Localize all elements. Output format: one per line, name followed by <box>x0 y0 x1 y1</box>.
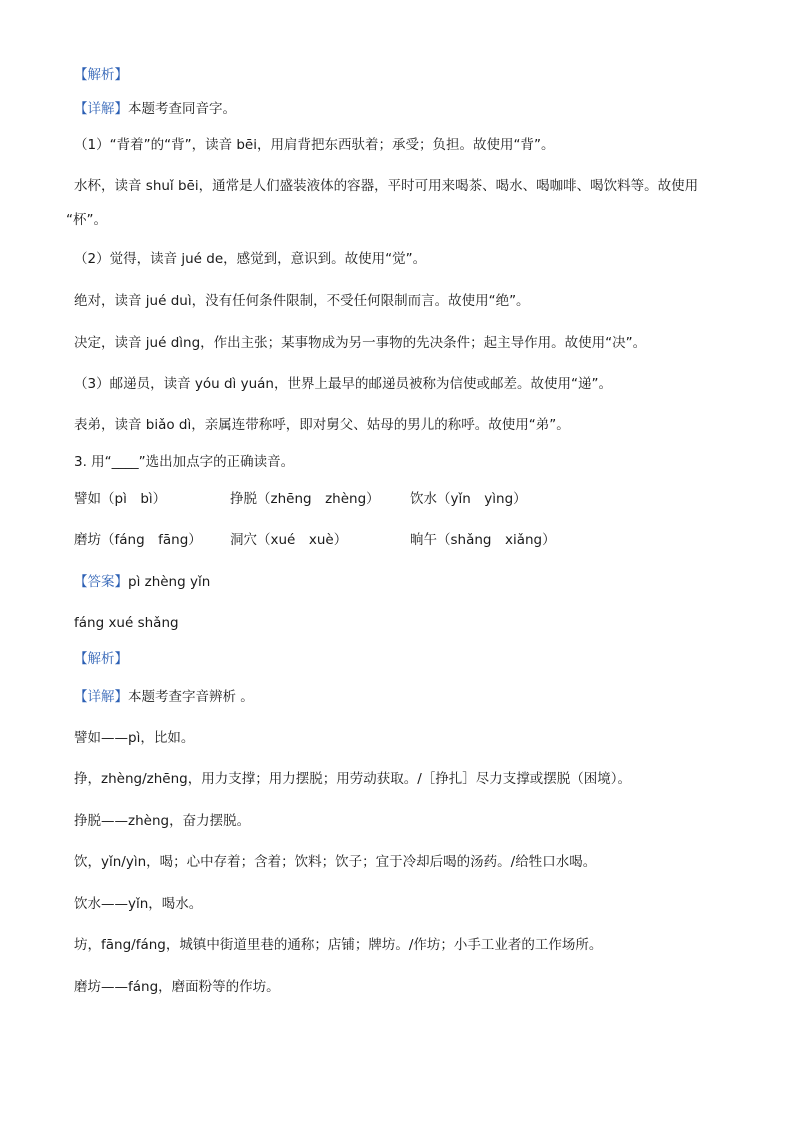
detail-line <box>74 100 236 118</box>
answer-text-continued: fáng xué shǎng <box>74 615 179 631</box>
option: 洞穴（xué xuè） <box>230 532 348 548</box>
paragraph: 磨坊——fáng，磨面粉等的作坊。 <box>74 979 280 995</box>
answer-text: pì zhèng yǐn <box>128 574 211 590</box>
paragraph: 挣脱——zhèng，奋力摆脱。 <box>74 813 251 829</box>
paragraph-continued: “杯”。 <box>66 212 107 228</box>
paragraph: 譬如——pì，比如。 <box>74 730 195 746</box>
paragraph: 饮水——yǐn，喝水。 <box>74 896 203 912</box>
analysis-tag: 【解析】 <box>74 651 128 667</box>
paragraph: （3）邮递员，读音 yóu dì yuán，世界上最早的邮递员被称为信使或邮差。故使用“递”。 <box>74 376 612 392</box>
answer-line <box>74 573 210 591</box>
detail-text: 本题考查同音字。 <box>128 101 236 117</box>
analysis-tag: 【解析】 <box>74 67 128 83</box>
paragraph: （2）觉得，读音 jué de，感觉到，意识到。故使用“觉”。 <box>74 251 427 267</box>
option: 譬如（pì bì） <box>74 491 167 507</box>
answer-tag: 【答案】 <box>74 574 128 590</box>
question-stem: 3. 用“____”选出加点字的正确读音。 <box>74 454 295 470</box>
detail-tag: 【详解】 <box>74 101 128 117</box>
paragraph: 饮，yǐn/yìn，喝；心中存着；含着；饮料；饮子；宜于冷却后喝的汤药。/给牲口水喝。 <box>74 854 597 870</box>
option: 挣脱（zhēng zhèng） <box>230 491 380 507</box>
detail-tag: 【详解】 <box>74 689 128 705</box>
option: 晌午（shǎng xiǎng） <box>410 532 556 548</box>
option: 饮水（yǐn yìng） <box>410 491 527 507</box>
detail-line <box>74 688 254 706</box>
paragraph: 表弟，读音 biǎo dì，亲属连带称呼，即对舅父、姑母的男儿的称呼。故使用“弟”。 <box>74 417 570 433</box>
option: 磨坊（fáng fāng） <box>74 532 202 548</box>
paragraph: 决定，读音 jué dìng，作出主张；某事物成为另一事物的先决条件；起主导作用。故使用“决”。 <box>74 335 647 351</box>
paragraph: 水杯，读音 shuǐ bēi，通常是人们盛装液体的容器，平时可用来喝茶、喝水、喝咖啡、喝饮料等。故使用 <box>74 178 699 194</box>
paragraph: 绝对，读音 jué duì，没有任何条件限制，不受任何限制而言。故使用“绝”。 <box>74 293 530 309</box>
detail-text: 本题考查字音辨析 。 <box>128 689 254 705</box>
paragraph: （1）“背着”的“背”，读音 bēi，用肩背把东西驮着；承受；负担。故使用“背”。 <box>74 137 555 153</box>
paragraph: 坊，fāng/fáng，城镇中街道里巷的通称；店铺；牌坊。/作坊；小手工业者的工作场所。 <box>74 937 603 953</box>
paragraph: 挣，zhèng/zhēng，用力支撑；用力摆脱；用劳动获取。/［挣扎］尽力支撑或摆脱（困境）。 <box>74 771 631 787</box>
